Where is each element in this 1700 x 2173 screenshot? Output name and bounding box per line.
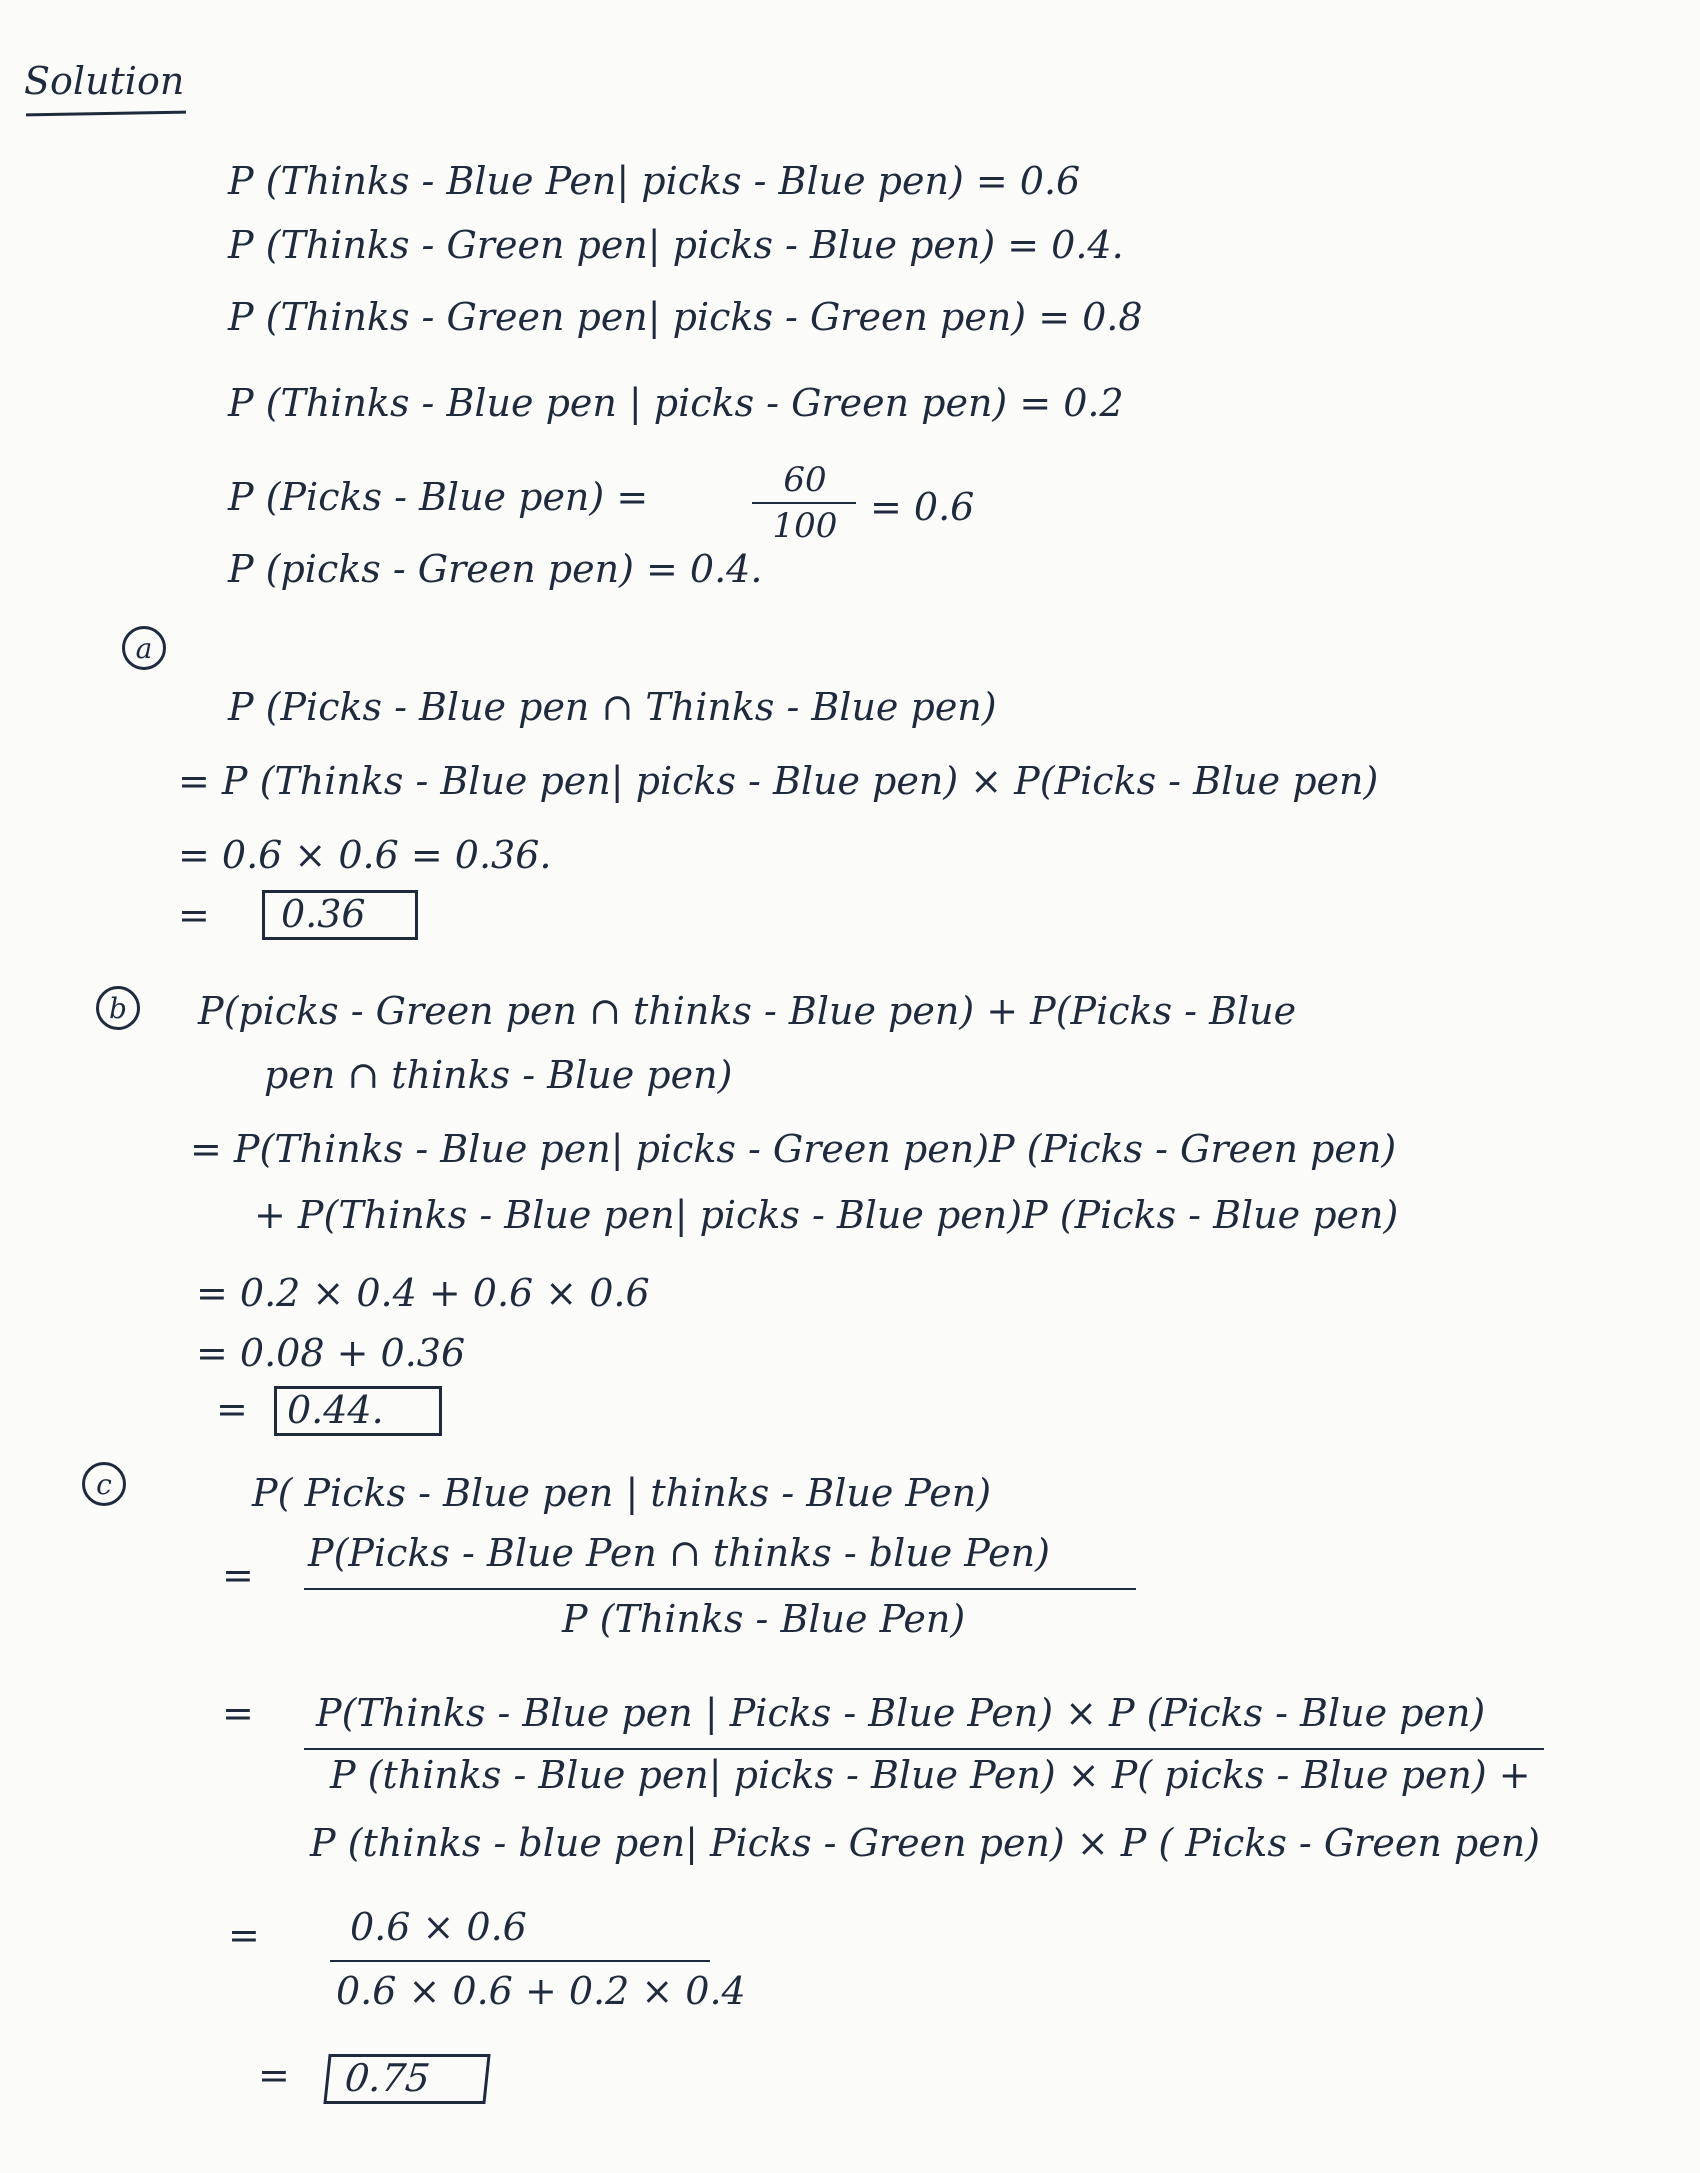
part-c-frac2-denominator-1: P (thinks - Blue pen| picks - Blue Pen) × P( picks - Blue pen) + — [330, 1753, 1531, 1797]
part-c-frac2-denominator-2: P (thinks - blue pen| Picks - Green pen) × P ( Picks - Green pen) — [310, 1821, 1540, 1865]
part-b-line-2: pen ∩ thinks - Blue pen) — [264, 1053, 733, 1097]
part-b-answer-equals: = — [216, 1387, 248, 1431]
part-b-line-5: = 0.2 × 0.4 + 0.6 × 0.6 — [196, 1271, 650, 1315]
part-c-eq-2: = — [222, 1691, 254, 1735]
part-a-answer: 0.36 — [281, 892, 366, 936]
solution-heading: Solution — [24, 59, 185, 103]
part-b-label: b — [96, 986, 140, 1030]
part-c-eq-1: = — [222, 1553, 254, 1597]
given-line-2: P (Thinks - Green pen| picks - Blue pen) = 0.4. — [228, 223, 1124, 267]
part-c-label: c — [82, 1462, 126, 1506]
part-c-line-1: P( Picks - Blue pen | thinks - Blue Pen) — [252, 1471, 992, 1515]
part-b-answer-box — [274, 1386, 442, 1436]
part-c-answer: 0.75 — [342, 2056, 433, 2100]
part-b-answer: 0.44. — [287, 1388, 384, 1432]
part-a-line-1: P (Picks - Blue pen ∩ Thinks - Blue pen) — [228, 685, 997, 729]
prior-green-line: P (picks - Green pen) = 0.4. — [228, 547, 763, 591]
part-c-eq-3: = — [228, 1913, 260, 1957]
part-a-answer-equals: = — [178, 893, 210, 937]
part-a-line-2: = P (Thinks - Blue pen| picks - Blue pen) × P(Picks - Blue pen) — [178, 759, 1379, 803]
part-c-frac3-bar — [330, 1960, 710, 1962]
part-c-answer-box — [323, 2054, 490, 2104]
given-line-4: P (Thinks - Blue pen | picks - Green pen) = 0.2 — [228, 381, 1124, 425]
part-c-frac3-numerator: 0.6 × 0.6 — [350, 1905, 527, 1949]
given-line-3: P (Thinks - Green pen| picks - Green pen) = 0.8 — [228, 295, 1143, 339]
part-c-frac1-numerator: P(Picks - Blue Pen ∩ thinks - blue Pen) — [308, 1531, 1050, 1575]
part-c-eq-4: = — [258, 2053, 290, 2097]
part-b-line-4: + P(Thinks - Blue pen| picks - Blue pen)P (Picks - Blue pen) — [254, 1193, 1399, 1237]
part-c-frac3-denominator: 0.6 × 0.6 + 0.2 × 0.4 — [336, 1969, 746, 2013]
prior-blue-denominator: 100 — [772, 506, 838, 546]
prior-blue-numerator: 60 — [783, 460, 827, 500]
part-c-frac2-bar — [304, 1748, 1544, 1750]
prior-blue-label: P (Picks - Blue pen) = — [228, 475, 649, 519]
part-b-line-6: = 0.08 + 0.36 — [196, 1331, 466, 1375]
part-c-frac1-denominator: P (Thinks - Blue Pen) — [562, 1597, 966, 1641]
part-a-answer-box — [262, 890, 418, 940]
part-a-line-3: = 0.6 × 0.6 = 0.36. — [178, 833, 552, 877]
part-b-line-3: = P(Thinks - Blue pen| picks - Green pen)P (Picks - Green pen) — [190, 1127, 1397, 1171]
prior-blue-result: = 0.6 — [870, 485, 975, 529]
part-c-frac2-numerator: P(Thinks - Blue pen | Picks - Blue Pen) × P (Picks - Blue pen) — [316, 1691, 1486, 1735]
prior-blue-fraction-bar — [752, 502, 856, 504]
given-line-1: P (Thinks - Blue Pen| picks - Blue pen) = 0.6 — [228, 159, 1081, 203]
heading-underline — [26, 111, 186, 117]
part-b-line-1: P(picks - Green pen ∩ thinks - Blue pen) + P(Picks - Blue — [198, 989, 1297, 1033]
part-c-frac1-bar — [304, 1588, 1136, 1590]
part-a-label: a — [122, 626, 166, 670]
